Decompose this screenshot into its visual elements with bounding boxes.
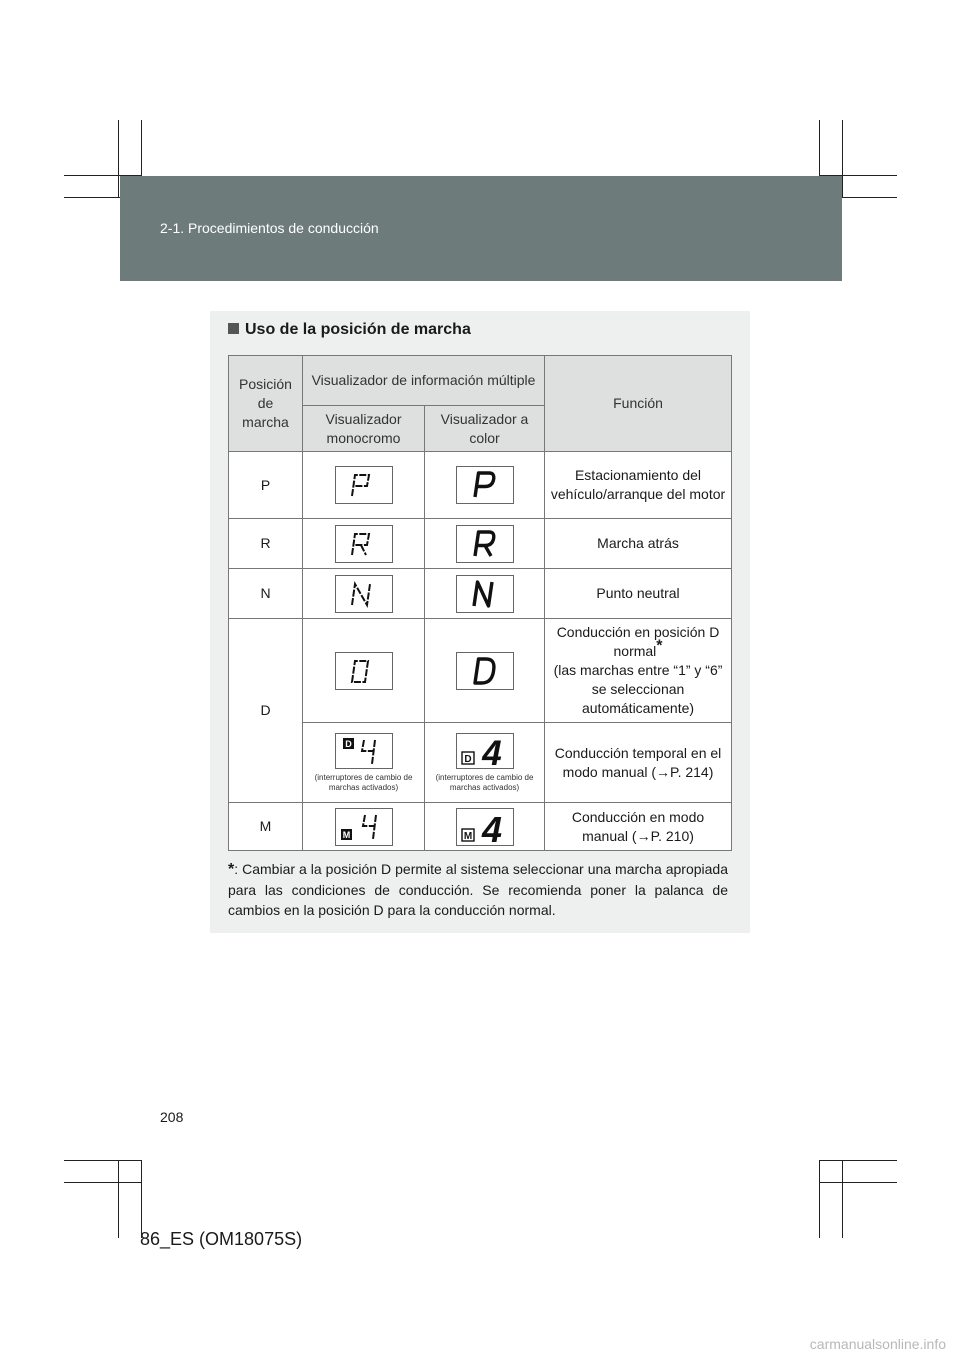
m-badge: M [342, 829, 350, 840]
display-caption: (interruptores de cambio de marchas activados) [314, 772, 413, 792]
mono-display-cell [303, 723, 425, 803]
mono-display-cell [303, 569, 425, 619]
crop-mark [141, 1160, 142, 1238]
chapter-header [120, 176, 842, 281]
page-number: 208 [160, 1109, 184, 1125]
mono-display-cell [303, 452, 425, 519]
mono-n-display-icon [335, 575, 393, 613]
function-cell: Punto neutral [545, 569, 732, 619]
crop-mark [64, 1182, 142, 1183]
chapter-title: 2-1. Procedimientos de conducción [160, 220, 379, 236]
crop-mark [118, 120, 119, 198]
function-cell: Conducción temporal en el modo manual (→P. 214) [545, 723, 732, 803]
color-p-display-icon [456, 466, 514, 504]
header-color-display: Visualizador a color [425, 406, 545, 452]
display-caption: (interruptores de cambio de marchas activados) [435, 772, 534, 792]
color-display-cell [425, 723, 545, 803]
gear-number: 4 [481, 808, 502, 845]
crop-mark [64, 1160, 142, 1161]
crop-mark [819, 1182, 897, 1183]
footnote-mark: * [228, 861, 235, 878]
function-text: Conducción en posición D normal [556, 624, 720, 659]
position-cell: D [229, 619, 303, 803]
mono-display-cell [303, 519, 425, 569]
color-r-display-icon [456, 525, 514, 563]
color-n-display-icon [456, 575, 514, 613]
gear-number: 4 [481, 733, 502, 768]
function-cell: Conducción en modo manual (→P. 210) [545, 803, 732, 851]
d-badge: D [344, 738, 352, 749]
crop-mark [819, 1160, 820, 1238]
mono-display-cell [303, 619, 425, 723]
crop-mark [842, 120, 843, 198]
header-display-group: Visualizador de información múltiple [303, 356, 545, 406]
function-cell: Estacionamiento del vehículo/arranque del motor [545, 452, 732, 519]
mono-d4-display-icon [335, 733, 393, 769]
footnote-mark: * [656, 637, 663, 655]
info-panel [210, 311, 750, 933]
color-d4-display-icon [456, 733, 514, 769]
color-display-cell [425, 569, 545, 619]
color-display-cell [425, 452, 545, 519]
color-d-display-icon [456, 652, 514, 690]
color-m4-display-icon [456, 808, 514, 846]
d-badge: D [463, 753, 472, 765]
function-cell: Marcha atrás [545, 519, 732, 569]
mono-p-display-icon [335, 466, 393, 504]
square-bullet-icon [228, 323, 239, 334]
header-mono-display: Visualizador monocromo [303, 406, 425, 452]
position-cell: R [229, 519, 303, 569]
gear-position-table [228, 355, 732, 851]
mono-m4-display-icon [335, 808, 393, 846]
position-cell: N [229, 569, 303, 619]
color-display-cell [425, 619, 545, 723]
m-badge: M [463, 830, 472, 842]
crop-mark [819, 1160, 897, 1161]
position-cell: P [229, 452, 303, 519]
crop-mark [842, 1160, 843, 1238]
color-display-cell [425, 519, 545, 569]
color-display-cell [425, 803, 545, 851]
function-text: (las marchas entre “1” y “6” se seleccionan automáticamente) [553, 662, 723, 716]
function-cell [545, 619, 732, 723]
position-cell: M [229, 803, 303, 851]
mono-display-cell [303, 803, 425, 851]
mono-r-display-icon [335, 525, 393, 563]
section-heading [228, 321, 471, 339]
watermark: carmanualsonline.info [809, 1336, 946, 1352]
document-code: 86_ES (OM18075S) [140, 1229, 303, 1249]
mono-d-display-icon [335, 652, 393, 690]
crop-mark [118, 1160, 119, 1238]
header-position: Posición de marcha [229, 356, 303, 452]
header-function: Función [545, 356, 732, 452]
footnote-text: : Cambiar a la posición D permite al sistema seleccionar una marcha apropiada para las condiciones de conducción. Se recomienda poner la palanca de cambios en la posición D para la conducción normal. [228, 861, 728, 918]
footnote [228, 859, 728, 920]
section-title-text: Uso de la posición de marcha [245, 321, 471, 338]
